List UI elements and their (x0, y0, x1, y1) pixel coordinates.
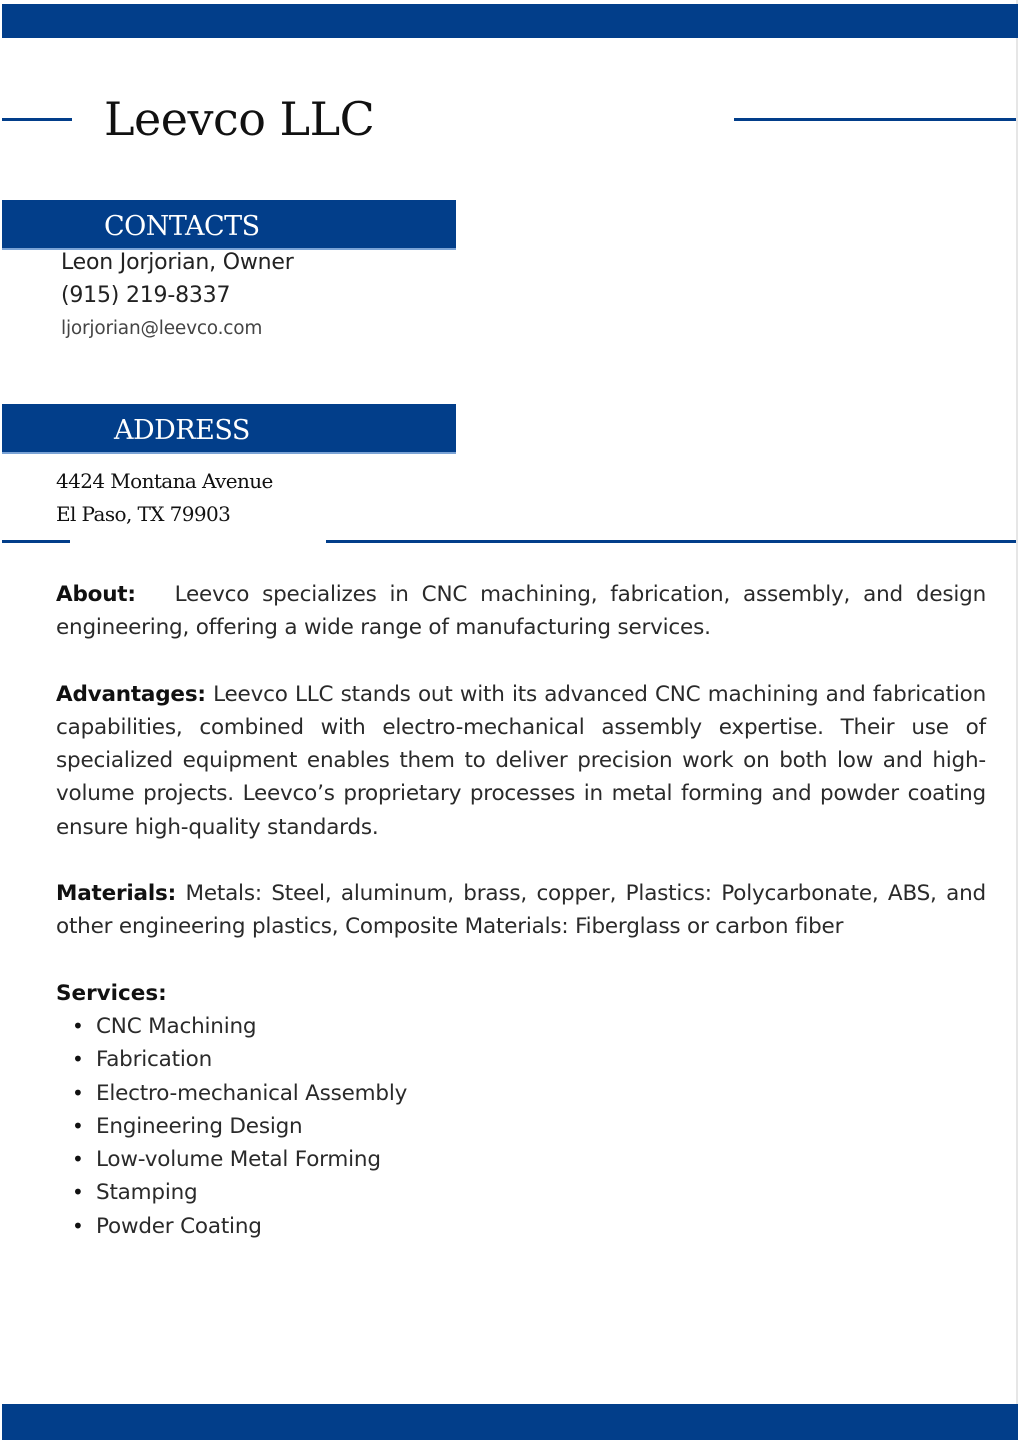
divider-rule-left (2, 540, 70, 543)
title-rule-right (734, 118, 1016, 121)
bullet-icon: • (72, 1113, 84, 1138)
bullet-icon: • (72, 1013, 84, 1038)
address-heading: ADDRESS (114, 415, 250, 446)
service-item-label: Powder Coating (96, 1213, 262, 1239)
advantages-paragraph (56, 678, 986, 844)
advantages-label: Advantages: (56, 681, 206, 707)
contacts-heading-bar (2, 200, 456, 250)
address-heading-bar (2, 404, 456, 454)
service-item-label: Stamping (96, 1180, 198, 1206)
service-item-label: Electro-mechanical Assembly (96, 1080, 408, 1106)
contact-person: Leon Jorjorian, Owner (61, 250, 294, 275)
service-item (72, 1010, 986, 1043)
materials-paragraph (56, 877, 986, 944)
company-name: Leevco LLC (104, 92, 375, 146)
service-item (72, 1176, 986, 1209)
service-item-label: Engineering Design (96, 1113, 303, 1139)
service-item-label: Low-volume Metal Forming (96, 1147, 381, 1173)
bullet-icon: • (72, 1080, 84, 1105)
service-item (72, 1043, 986, 1076)
services-label: Services: (56, 980, 167, 1006)
service-item-label: CNC Machining (96, 1013, 257, 1039)
about-label: About: (56, 582, 136, 607)
contacts-heading: CONTACTS (104, 211, 260, 242)
bullet-icon: • (72, 1047, 84, 1072)
company-details (56, 578, 986, 1243)
bullet-icon: • (72, 1147, 84, 1172)
address-city: El Paso, TX 79903 (56, 502, 231, 526)
bullet-icon: • (72, 1213, 84, 1238)
about-paragraph (56, 578, 986, 645)
bottom-banner (2, 1404, 1018, 1440)
service-item (72, 1143, 986, 1176)
contact-email[interactable]: ljorjorian@leevco.com (61, 318, 263, 339)
service-item-label: Fabrication (96, 1047, 213, 1073)
address-street: 4424 Montana Avenue (56, 469, 273, 493)
materials-text: Metals: Steel, aluminum, brass, copper, Plastics: Polycarbonate, ABS, and other engineering plastics, Composite Materials: Fiberglass or carbon fiber (56, 881, 986, 940)
about-text: Leevco specializes in CNC machining, fabrication, assembly, and design engineering, offering a wide range of manufacturing services. (56, 582, 987, 641)
title-rule-left (2, 118, 72, 121)
divider-rule-right (326, 540, 1016, 543)
advantages-text: Leevco LLC stands out with its advanced CNC machining and fabrication capabilities, combined with electro-mechanical assembly expertise. Their use of specialized equipment enables them to deliver precision work on both low and high-volume projects. Leevco’s proprietary processes in metal forming and powder coating ensure high-quality standards. (56, 681, 987, 840)
service-item (72, 1110, 986, 1143)
service-item (72, 1077, 986, 1110)
services-list (56, 1010, 986, 1243)
materials-label: Materials: (56, 881, 177, 907)
bullet-icon: • (72, 1180, 84, 1205)
top-banner (2, 4, 1018, 38)
contact-phone: (915) 219-8337 (61, 283, 231, 308)
service-item (72, 1210, 986, 1243)
